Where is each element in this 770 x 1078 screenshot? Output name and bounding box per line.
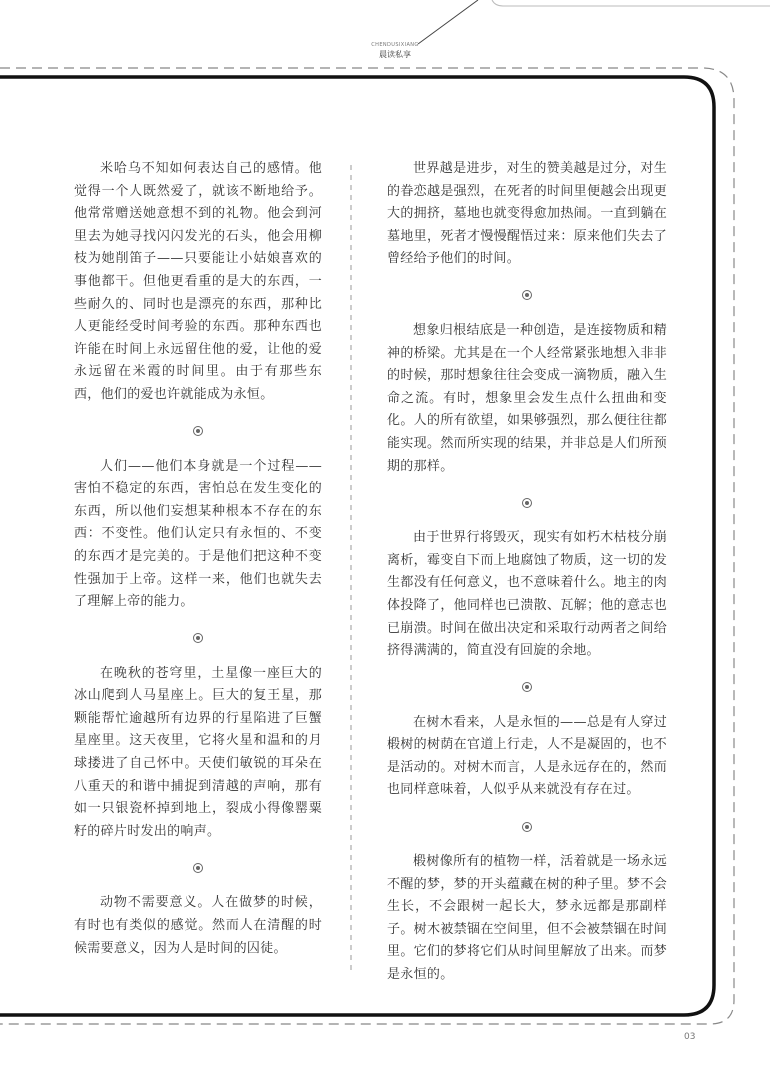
paragraph: 动物不需要意义。人在做梦的时候，有时也有类似的感觉。然而人在清醒的时候需要意义，因为人是时间的囚徒。 bbox=[74, 895, 322, 956]
separator bbox=[74, 614, 322, 663]
right-column bbox=[387, 158, 667, 987]
separator bbox=[387, 271, 667, 320]
paragraph: 在树木看来，人是永恒的——总是有人穿过椴树的树荫在官道上行走，人不是凝固的，也不是活动的。对树木而言，人是永远存在的，然而也同样意味着，人似乎从来就没有存在过。 bbox=[387, 714, 667, 798]
left-column bbox=[74, 158, 322, 960]
brand-en: CHENDUSIXIANG bbox=[371, 42, 419, 48]
flower-icon bbox=[193, 633, 203, 643]
separator bbox=[387, 663, 667, 712]
paragraph: 世界越是进步，对生的赞美越是过分，对生的眷恋越是强烈，在死者的时间里便越会出现更大的拥挤，墓地也就变得愈加热闹。一直到躺在墓地里，死者才慢慢醒悟过来：原来他们失去了曾经给予他们的时间。 bbox=[387, 161, 667, 267]
paragraph: 想象归根结底是一种创造，是连接物质和精神的桥梁。尤其是在一个人经常紧张地想入非非的时候，那时想象往往会变成一滴物质，融入生命之流。有时，想象里会发生点什么扭曲和变化。人的所有欲望，如果够强烈，那么便往往都能实现。然而所实现的结果，并非总是人们所预期的那样。 bbox=[387, 322, 667, 474]
separator bbox=[74, 407, 322, 456]
flower-icon bbox=[522, 682, 532, 692]
paragraph: 由于世界行将毁灭，现实有如朽木枯枝分崩离析，霉变自下而上地腐蚀了物质，这一切的发生都没有任何意义，也不意味着什么。地主的肉体投降了，他同样也已溃散、瓦解；他的意志也已崩溃。时间在做出决定和采取行动两者之间给挤得满满的，简直没有回旋的余地。 bbox=[387, 530, 667, 659]
flower-icon bbox=[193, 426, 203, 436]
paragraph: 椴树像所有的植物一样，活着就是一场永远不醒的梦，梦的开头蕴藏在树的种子里。梦不会生长，不会跟树一起长大，梦永远都是那副样子。树木被禁锢在空间里，但不会被禁锢在时间里。它们的梦将它们从时间里解放了出来。而梦是永恒的。 bbox=[387, 854, 667, 983]
flower-icon bbox=[522, 498, 532, 508]
brand-cn: 晨读私享 bbox=[379, 50, 411, 59]
flower-icon bbox=[522, 822, 532, 832]
paragraph: 人们——他们本身就是一个过程——害怕不稳定的东西，害怕总在发生变化的东西，所以他们妄想某种根本不存在的东西：不变性。他们认定只有永恒的、不变的东西才是完美的。于是他们把这种不变性强加于上帝。这样一来，他们也就失去了理解上帝的能力。 bbox=[74, 458, 322, 610]
flower-icon bbox=[522, 290, 532, 300]
page-number: 03 bbox=[684, 1032, 696, 1042]
separator bbox=[387, 802, 667, 851]
separator bbox=[74, 843, 322, 892]
paragraph: 在晚秋的苍穹里，土星像一座巨大的冰山爬到人马星座上。巨大的复王星，那颗能帮忙逾越所有边界的行星陷进了巨蟹星座里。这天夜里，它将火星和温和的月球搂进了自己怀中。天使们敏锐的耳朵在八重天的和谐中捕捉到清越的声响，那有如一只银瓷杯掉到地上，裂成小得像罂粟籽的碎片时发出的响声。 bbox=[74, 665, 322, 839]
flower-icon bbox=[193, 863, 203, 873]
paragraph: 米哈乌不知如何表达自己的感情。他觉得一个人既然爱了，就该不断地给予。他常常赠送她意想不到的礼物。他会到河里去为她寻找闪闪发光的石头，他会用柳枝为她削笛子——只要能让小姑娘喜欢的事他都干。但他更看重的是大的东西，一些耐久的、同时也是漂亮的东西，那种比人更能经受时间考验的东西。那种东西也许能在时间上永远留住他的爱，让他的爱永远留在米霞的时间里。由于有那些东西，他们的爱也许就能成为永恒。 bbox=[74, 161, 322, 402]
separator bbox=[387, 478, 667, 527]
